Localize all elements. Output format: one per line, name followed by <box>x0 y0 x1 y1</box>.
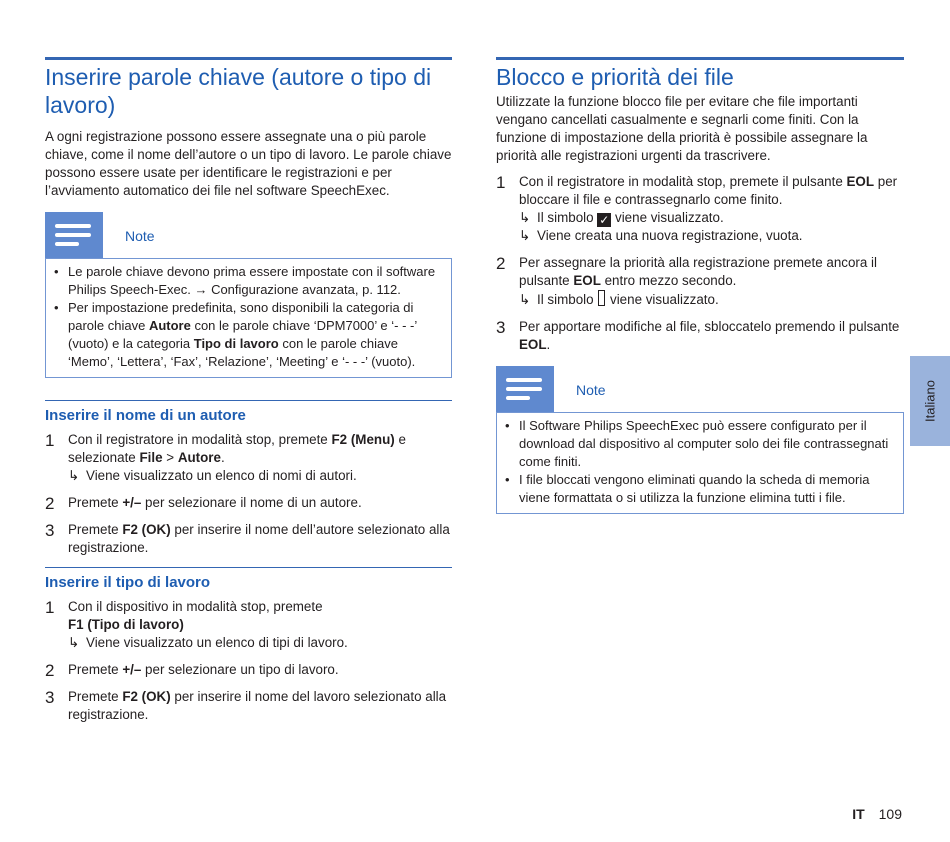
note-keywords <box>45 212 452 378</box>
left-column <box>45 57 452 733</box>
page-number: 109 <box>878 806 902 822</box>
step-result: ↳ Viene visualizzato un elenco di nomi di autori. <box>68 468 357 483</box>
language-tab-label: Italiano <box>922 380 938 422</box>
step-item: 3 Per apportare modifiche al file, sbloccatelo premendo il pulsante EOL. <box>496 318 900 352</box>
step-item: 3 Premete F2 (OK) per inserire il nome dell’autore selezionato alla registrazione. <box>45 521 450 555</box>
section-title-worktype: Inserire il tipo di lavoro <box>45 567 452 592</box>
exclamation-icon <box>598 290 605 306</box>
step-number: 1 <box>45 431 55 450</box>
step-item: 1 Con il registratore in modalità stop, premete F2 (Menu) e selezionate File > Autore. ↳ Viene visualizzato un elenco di nomi di autori. <box>45 431 452 485</box>
step-item: 2 Per assegnare la priorità alla registrazione premete ancora il pulsante EOL entro mezzo secondo. ↳ Il simbolo viene visualizzato. <box>496 254 878 307</box>
note-icon <box>45 212 103 258</box>
page-footer <box>852 806 902 822</box>
result-arrow-icon: ↳ <box>519 210 531 225</box>
result-arrow-icon: ↳ <box>519 228 531 243</box>
language-tab[interactable] <box>910 356 950 446</box>
page-title-keywords: Inserire parole chiave (autore o tipo di lavoro) <box>45 57 452 119</box>
note-lock <box>496 366 904 514</box>
section-worktype <box>45 567 452 724</box>
section-author <box>45 400 452 557</box>
note-item: • Il Software Philips SpeechExec può essere configurato per il download dal dispositivo al computer solo dei file contrassegnati come finiti. <box>505 417 895 471</box>
footer-language: IT <box>852 806 865 822</box>
note-title: Note <box>576 382 606 398</box>
step-item: 2 Premete +/– per selezionare un tipo di lavoro. <box>45 661 339 680</box>
right-column <box>496 57 904 514</box>
section-title-author: Inserire il nome di un autore <box>45 400 452 425</box>
step-item: 1 Con il registratore in modalità stop, premete il pulsante EOL per bloccare il file e contrassegnarlo come finito. ↳ Il simbolo ✓ viene visualizzato. ↳ Viene creata una nuova registrazione, vuota. <box>496 173 898 243</box>
check-icon: ✓ <box>599 213 610 227</box>
result-arrow-icon: ↳ <box>68 635 80 650</box>
page-title-lock: Blocco e priorità dei file <box>496 57 904 91</box>
lock-intro: Utilizzate la funzione blocco file per evitare che file importanti vengano cancellati casualmente e segnarli come finiti. Con la funzione di impostazione della priorità è possibile assegnare la priorità alle registrazioni urgenti da trascrivere. <box>496 94 868 163</box>
note-item: • Per impostazione predefinita, sono disponibili la categoria di parole chiave Autore con le parole chiave ‘DPM7000’ e ‘- - -’ (vuoto) e la categoria Tipo di lavoro con le parole chiave ‘Memo’, ‘Lettera’, ‘Fax’, ‘Relazione’, ‘Meeting’ e ‘- - -’ (vuoto). <box>54 299 443 371</box>
result-arrow-icon: ↳ <box>519 292 531 307</box>
keywords-intro: A ogni registrazione possono essere assegnate una o più parole chiave, come il nome dell’autore o un tipo di lavoro. Le parole chiave possono essere usate per identificare le registrazioni e per l’avviamento automatico dei file nel software SpeechExec. <box>45 129 452 198</box>
step-item: 2 Premete +/– per selezionare il nome di un autore. <box>45 494 362 513</box>
result-arrow-icon: ↳ <box>68 468 80 483</box>
note-item: • Le parole chiave devono prima essere impostate con il software Philips Speech-Exec. → Configurazione avanzata, p. 112. <box>54 263 443 299</box>
note-icon <box>496 366 554 412</box>
step-item: 1 Con il dispositivo in modalità stop, premete F1 (Tipo di lavoro) ↳ Viene visualizzato un elenco di tipi di lavoro. <box>45 598 348 650</box>
note-title: Note <box>125 228 155 244</box>
note-item: • I file bloccati vengono eliminati quando la scheda di memoria viene formattata o si utilizza la funzione elimina tutti i file. <box>505 471 895 507</box>
step-item: 3 Premete F2 (OK) per inserire il nome del lavoro selezionato alla registrazione. <box>45 688 447 722</box>
